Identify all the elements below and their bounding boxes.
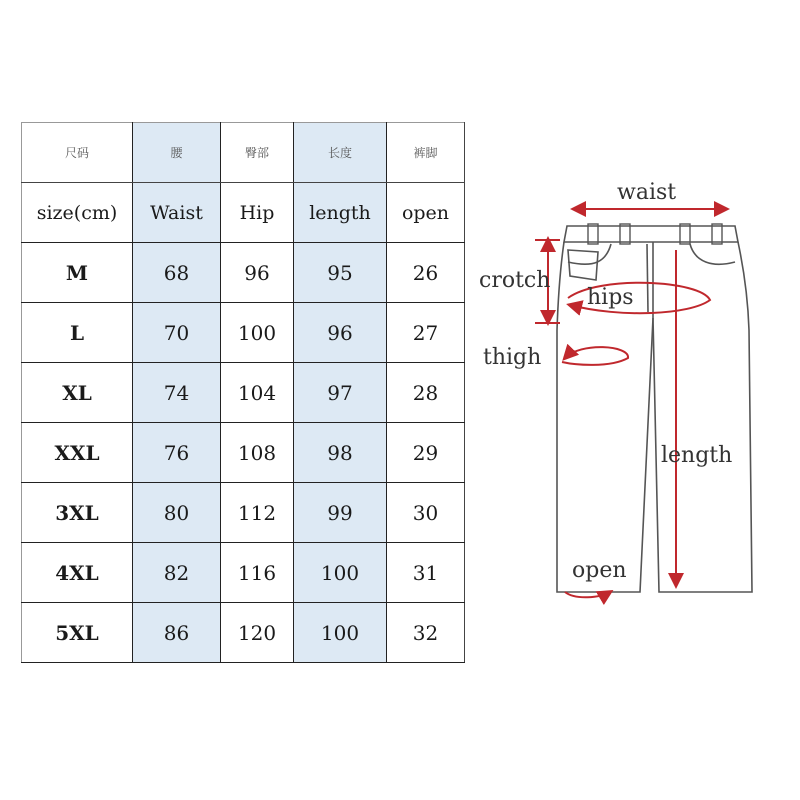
english-header-row — [22, 183, 465, 243]
header-cn-waist: 腰 — [133, 123, 221, 183]
open-cell: 27 — [387, 303, 465, 363]
label-waist: waist — [617, 180, 677, 205]
size-cell: XXL — [22, 423, 133, 483]
length-cell: 97 — [294, 363, 387, 423]
waist-cell: 70 — [133, 303, 221, 363]
table-row — [22, 603, 465, 663]
header-en-waist: Waist — [133, 183, 221, 243]
label-open: open — [572, 558, 627, 583]
hip-cell: 120 — [221, 603, 294, 663]
waist-cell: 68 — [133, 243, 221, 303]
chinese-header-row — [22, 123, 465, 183]
pants-measurement-diagram — [470, 170, 790, 610]
open-cell: 29 — [387, 423, 465, 483]
open-cell: 26 — [387, 243, 465, 303]
table-row — [22, 363, 465, 423]
header-en-open: open — [387, 183, 465, 243]
header-cn-length: 长度 — [294, 123, 387, 183]
pants-outline — [557, 226, 752, 592]
table-row — [22, 423, 465, 483]
header-en-size: size(cm) — [22, 183, 133, 243]
size-cell: M — [22, 243, 133, 303]
measurement-arrows — [535, 209, 726, 597]
hip-cell: 104 — [221, 363, 294, 423]
table-row — [22, 483, 465, 543]
label-length: length — [661, 443, 733, 468]
size-cell: 5XL — [22, 603, 133, 663]
open-cell: 30 — [387, 483, 465, 543]
header-cn-size: 尺码 — [22, 123, 133, 183]
hip-cell: 112 — [221, 483, 294, 543]
size-chart-table — [21, 122, 465, 663]
length-cell: 95 — [294, 243, 387, 303]
length-cell: 100 — [294, 543, 387, 603]
label-thigh: thigh — [483, 345, 542, 370]
size-cell: 3XL — [22, 483, 133, 543]
header-en-length: length — [294, 183, 387, 243]
waist-cell: 76 — [133, 423, 221, 483]
table-row — [22, 243, 465, 303]
length-cell: 98 — [294, 423, 387, 483]
table-row — [22, 543, 465, 603]
table-row — [22, 303, 465, 363]
header-cn-open: 裤脚 — [387, 123, 465, 183]
size-cell: L — [22, 303, 133, 363]
size-cell: XL — [22, 363, 133, 423]
waist-cell: 74 — [133, 363, 221, 423]
label-hips: hips — [587, 285, 634, 310]
open-cell: 31 — [387, 543, 465, 603]
open-cell: 32 — [387, 603, 465, 663]
open-cell: 28 — [387, 363, 465, 423]
length-cell: 96 — [294, 303, 387, 363]
waist-cell: 80 — [133, 483, 221, 543]
label-crotch: crotch — [479, 268, 551, 293]
header-cn-hip: 臀部 — [221, 123, 294, 183]
header-en-hip: Hip — [221, 183, 294, 243]
hip-cell: 96 — [221, 243, 294, 303]
belt-loops — [588, 224, 722, 244]
size-cell: 4XL — [22, 543, 133, 603]
hip-cell: 108 — [221, 423, 294, 483]
hip-cell: 116 — [221, 543, 294, 603]
waist-cell: 86 — [133, 603, 221, 663]
length-cell: 100 — [294, 603, 387, 663]
length-cell: 99 — [294, 483, 387, 543]
hip-cell: 100 — [221, 303, 294, 363]
waist-cell: 82 — [133, 543, 221, 603]
